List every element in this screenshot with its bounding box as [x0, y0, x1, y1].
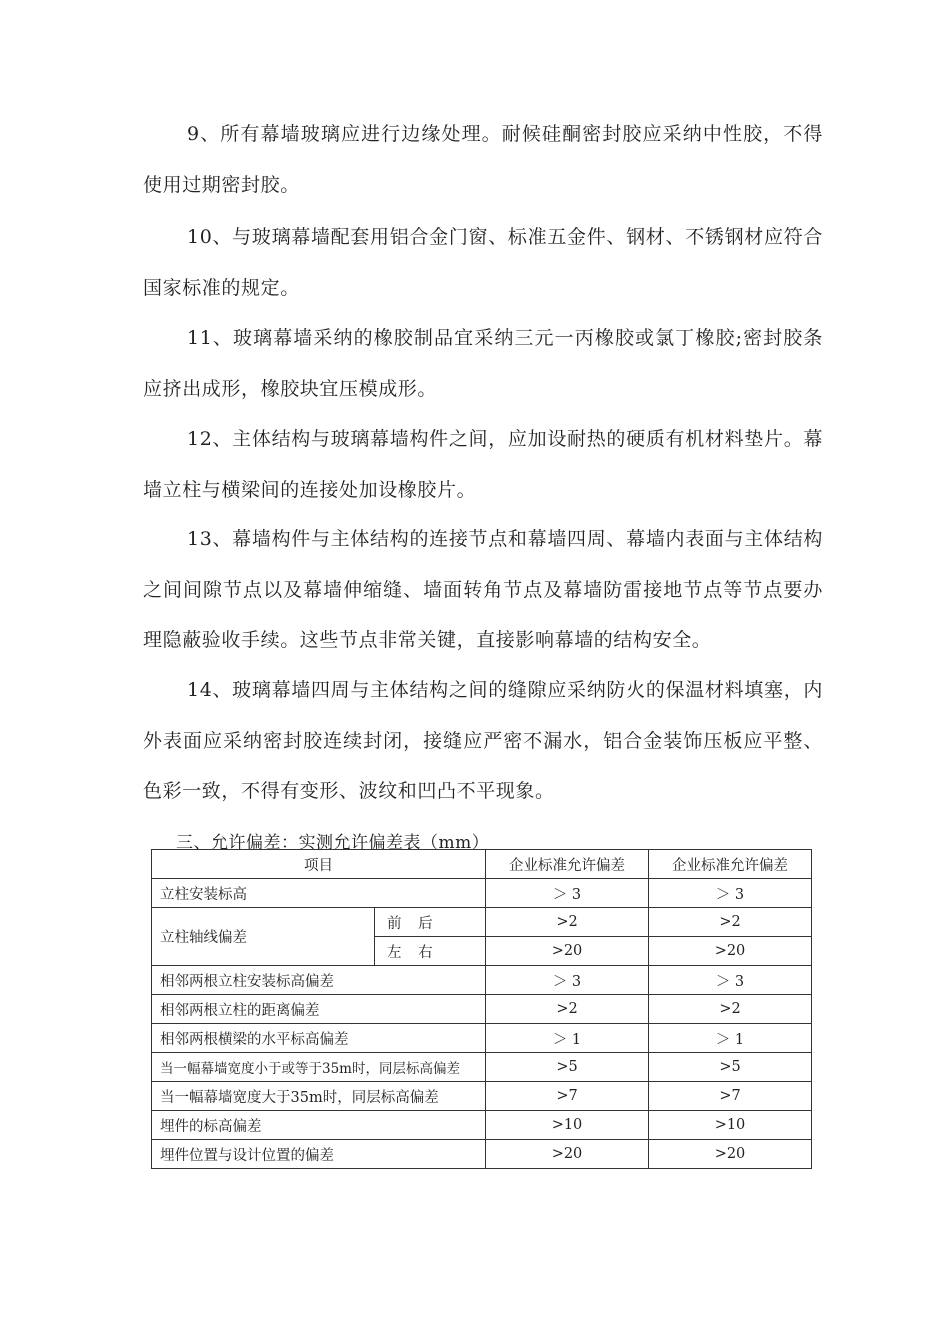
row-item: 立柱安装标高 — [152, 879, 486, 908]
table-row — [152, 966, 812, 995]
row-value-1: >7 — [486, 1082, 649, 1111]
row-value-2: >20 — [649, 937, 812, 966]
row-value-1: >5 — [486, 1053, 649, 1082]
paragraph-13: 13、幕墙构件与主体结构的连接节点和幕墙四周、幕墙内表面与主体结构之间间隙节点以及幕墙伸缩缝、墙面转角节点及幕墙防雷接地节点等节点要办理隐蔽验收手续。这些节点非常关键，直接影响幕墙的结构安全。 — [143, 528, 823, 651]
row-value-1: >2 — [486, 995, 649, 1024]
row-value-1: >20 — [486, 1140, 649, 1169]
section-title: 三、允许偏差：实测允许偏差表（mm） — [176, 833, 490, 853]
row-item: 埋件的标高偏差 — [152, 1111, 486, 1140]
paragraph-12: 12、主体结构与玻璃幕墙构件之间，应加设耐热的硬质有机材料垫片。幕墙立柱与横梁间的连接处加设橡胶片。 — [143, 428, 823, 501]
row-sub-item: 左 右 — [375, 937, 486, 966]
paragraph-9: 9、所有幕墙玻璃应进行边缘处理。耐候硅酮密封胶应采纳中性胶，不得使用过期密封胶。 — [143, 123, 823, 196]
row-item: 立柱轴线偏差 — [152, 908, 375, 966]
paragraph-14: 14、玻璃幕墙四周与主体结构之间的缝隙应采纳防火的保温材料填塞，内外表面应采纳密封胶连续封闭，接缝应严密不漏水，铝合金装饰压板应平整、色彩一致，不得有变形、波纹和凹凸不平现象。 — [143, 679, 823, 802]
header-item: 项目 — [152, 850, 486, 879]
table-row — [152, 1140, 812, 1169]
header-standard-2: 企业标准允许偏差 — [649, 850, 812, 879]
table-row — [152, 995, 812, 1024]
row-item: 相邻两根立柱的距离偏差 — [152, 995, 486, 1024]
row-value-2: >5 — [649, 1053, 812, 1082]
row-value-2: >2 — [649, 908, 812, 937]
header-standard-1: 企业标准允许偏差 — [486, 850, 649, 879]
row-value-2: >10 — [649, 1111, 812, 1140]
table-row — [152, 1111, 812, 1140]
row-item: 当一幅幕墙宽度大于35m时，同层标高偏差 — [152, 1082, 486, 1111]
paragraph-11: 11、玻璃幕墙采纳的橡胶制品宜采纳三元一丙橡胶或氯丁橡胶;密封胶条应挤出成形，橡胶块宜压模成形。 — [143, 327, 823, 400]
row-value-1: >10 — [486, 1111, 649, 1140]
table-row — [152, 1024, 812, 1053]
row-item: 相邻两根立柱安装标高偏差 — [152, 966, 486, 995]
table-row — [152, 1082, 812, 1111]
paragraph-10: 10、与玻璃幕墙配套用铝合金门窗、标准五金件、钢材、不锈钢材应符合国家标准的规定。 — [143, 226, 823, 299]
row-item: 相邻两根横梁的水平标高偏差 — [152, 1024, 486, 1053]
row-value-2: ＞ 1 — [649, 1024, 812, 1053]
row-value-2: ＞ 3 — [649, 966, 812, 995]
row-item: 当一幅幕墙宽度小于或等于35m时，同层标高偏差 — [152, 1053, 486, 1082]
row-item: 埋件位置与设计位置的偏差 — [152, 1140, 486, 1169]
table-row — [152, 908, 812, 937]
row-value-1: ＞ 3 — [486, 966, 649, 995]
row-value-2: >7 — [649, 1082, 812, 1111]
row-value-1: >20 — [486, 937, 649, 966]
table-row — [152, 879, 812, 908]
row-value-2: ＞ 3 — [649, 879, 812, 908]
row-value-1: ＞ 1 — [486, 1024, 649, 1053]
row-value-2: >20 — [649, 1140, 812, 1169]
row-value-1: >2 — [486, 908, 649, 937]
table-row — [152, 1053, 812, 1082]
row-value-2: >2 — [649, 995, 812, 1024]
row-value-1: ＞ 3 — [486, 879, 649, 908]
table-header-row — [152, 850, 812, 879]
row-sub-item: 前 后 — [375, 908, 486, 937]
deviation-table — [151, 849, 812, 1169]
